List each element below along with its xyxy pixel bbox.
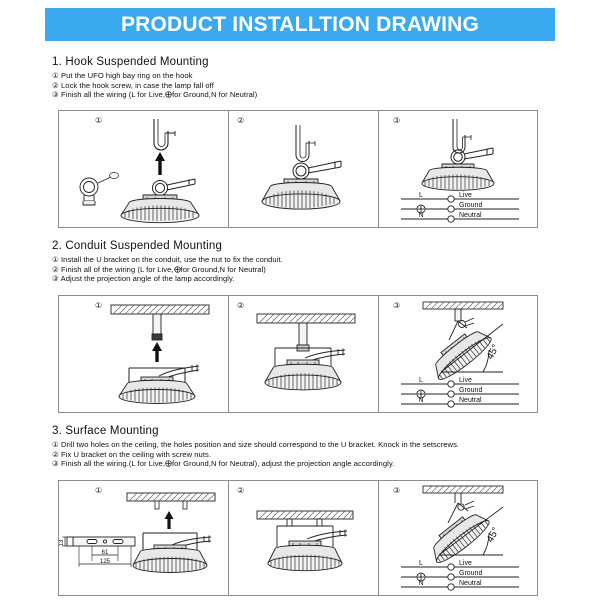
section-1-step-3-b: for Ground,N for Neutral) (172, 90, 258, 100)
section-3-title: 3. Surface Mounting (52, 425, 159, 437)
ground-symbol-icon (174, 266, 181, 273)
section-2-cell-3 (379, 296, 537, 412)
header-banner (45, 8, 555, 41)
wiring-left-label-n: N (418, 212, 424, 219)
wiring-left-label-l: L (419, 377, 423, 384)
section-3-cell-2-label: ② (237, 486, 245, 495)
bracket-height-label: 13 (59, 539, 65, 547)
wiring-right-label-neutral: Neutral (459, 397, 482, 404)
section-2-title: 2. Conduit Suspended Mounting (52, 240, 223, 252)
section-2-cell-2 (229, 296, 379, 412)
section-2-step-3: ③ Adjust the projection angle of the lamp accordingly. (52, 274, 235, 284)
ceiling-hatch (257, 314, 355, 323)
section-1-cell-2 (229, 111, 379, 227)
ceiling-hatch (423, 486, 503, 493)
page-title: PRODUCT INSTALLTION DRAWING (120, 12, 480, 36)
ceiling-hatch (423, 302, 503, 309)
tilted-lamp-wiring-diagram-surface (379, 481, 537, 595)
section-2-step-2 (52, 265, 552, 275)
section-3-figure-grid (58, 480, 538, 596)
section-3-step-3-b: for Ground,N for Neutral), adjust the projection angle accordingly. (172, 459, 395, 469)
section-2-steps (52, 255, 552, 284)
wiring-left-label-n: N (418, 580, 424, 587)
section-3-step-2: ② Fix U bracket on the ceiling with screw nuts. (52, 449, 211, 459)
section-3-cell-3 (379, 481, 537, 595)
bracket-outer-span-label: 125 (99, 559, 111, 565)
bracket-dimension-diagram (59, 481, 229, 595)
wiring-left-label-l: L (419, 560, 423, 567)
surface-mounted-diagram (229, 481, 379, 595)
section-2-cell-1-label: ① (95, 301, 103, 310)
section-1-step-3-a: ③ Finish all the wiring (L for Live, (52, 90, 165, 100)
ceiling-hatch (257, 511, 353, 519)
section-3-steps (52, 440, 552, 469)
section-2-cell-3-label: ③ (393, 301, 401, 310)
section-1-title: 1. Hook Suspended Mounting (52, 56, 209, 68)
section-1-text (52, 56, 552, 100)
wiring-left-label-n: N (418, 397, 424, 404)
section-1-step-1: ① Put the UFO high bay ring on the hook (52, 71, 193, 80)
wiring-left-label-l: L (419, 192, 423, 199)
section-3-cell-3-label: ③ (393, 486, 401, 495)
ceiling-hatch (111, 305, 209, 314)
ground-symbol-icon (165, 460, 172, 467)
section-1-step-2: ② Lock the hook screw, in case the lamp fall off (52, 80, 214, 90)
tilted-lamp-wiring-diagram-conduit (379, 296, 537, 412)
ceiling-hatch (127, 493, 215, 509)
section-2-step-2-a: ② Finish all of the wiring (L for Live, (52, 264, 174, 274)
tilted-lamp (427, 323, 495, 384)
section-2-text (52, 240, 552, 284)
wiring-right-label-ground: Ground (459, 387, 483, 394)
section-1-step-3 (52, 90, 552, 100)
section-2-cell-2-label: ② (237, 301, 245, 310)
section-1-cell-1 (59, 111, 229, 227)
section-1-cell-3-label: ③ (393, 116, 401, 125)
ground-symbol-icon (165, 91, 172, 98)
wiring-diagram-hook (379, 111, 537, 227)
section-3-cell-1-label: ① (95, 486, 103, 495)
wiring-right-label-live: Live (459, 560, 472, 567)
section-3-step-3-a: ③ Finish all the wiring.(L for Live, (52, 459, 165, 469)
section-1-steps (52, 71, 552, 100)
angle-label: 45° (484, 342, 502, 362)
ring-hooked-diagram (229, 111, 379, 227)
wiring-right-label-live: Live (459, 192, 472, 199)
section-3-cell-2 (229, 481, 379, 595)
section-1-cell-2-label: ② (237, 116, 245, 125)
section-1-cell-1-label: ① (95, 116, 103, 125)
conduit-mounted-diagram (229, 296, 379, 412)
wiring-right-label-ground: Ground (459, 570, 483, 577)
wiring-right-label-ground: Ground (459, 202, 483, 209)
tilted-lamp (425, 506, 493, 567)
section-3-cell-1 (59, 481, 229, 595)
section-3-step-1: ① Drill two holes on the ceiling, the holes position and size should correspond to the U bracket. Knock in the setscrews. (52, 440, 460, 449)
section-3-step-3 (52, 459, 552, 469)
section-2-figure-grid (58, 295, 538, 413)
wiring-right-label-neutral: Neutral (459, 212, 482, 219)
section-2-step-1: ① Install the U bracket on the conduit, use the nut to fix the conduit. (52, 255, 283, 264)
bracket-inner-span-label: 61 (101, 550, 109, 556)
section-2-cell-1 (59, 296, 229, 412)
section-1-cell-3 (379, 111, 537, 227)
wiring-right-label-neutral: Neutral (459, 580, 482, 587)
conduit-alignment-diagram (59, 296, 229, 412)
hook-and-ring-diagram (59, 111, 229, 227)
wiring-right-label-live: Live (459, 377, 472, 384)
section-1-figure-grid (58, 110, 538, 228)
angle-label: 45° (484, 525, 502, 545)
section-3-text (52, 425, 552, 469)
section-2-step-2-b: for Ground,N for Neutral) (180, 264, 266, 274)
bracket-flat-view (63, 537, 136, 567)
